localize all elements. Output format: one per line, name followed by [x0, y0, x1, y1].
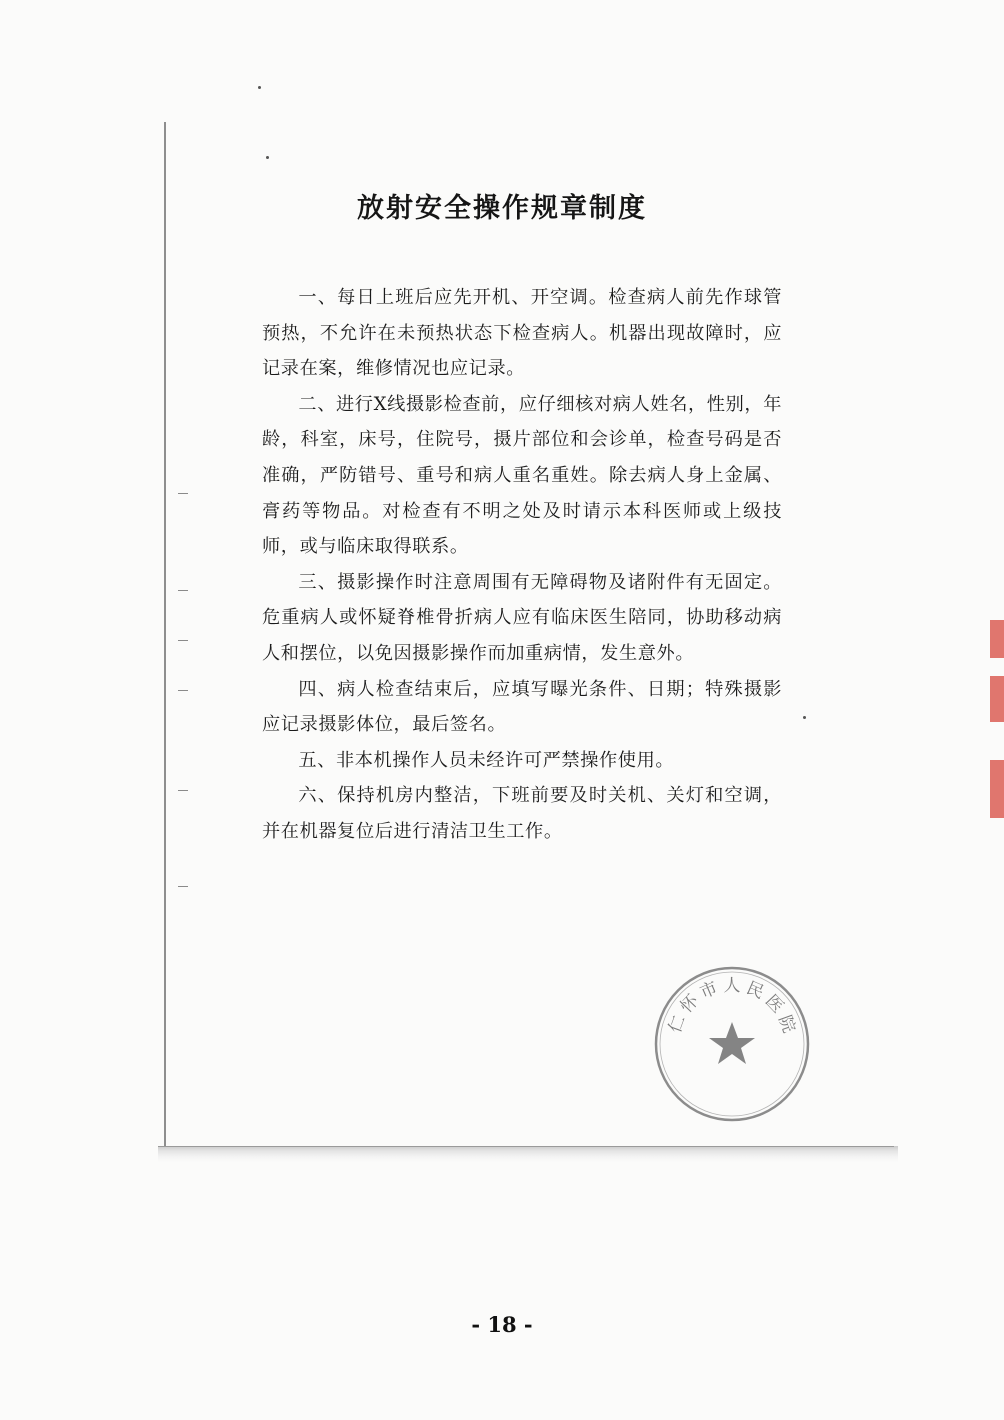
inner-sheet-bottom-edge: [158, 1146, 894, 1147]
five-pointed-star-icon: [709, 1022, 755, 1064]
clause-5: 五、非本机操作人员未经许可严禁操作使用。: [298, 749, 675, 771]
margin-tick-mark: [178, 690, 188, 691]
margin-tick-mark: [178, 790, 188, 791]
document-body: [262, 280, 782, 850]
clause-2: 二、进行X线摄影检查前，应仔细核对病人姓名，性别，年龄，科室，床号，住院号，摄片部位和会诊单，检查号码是否准确，严防错号、重号和病人重名重姓。除去病人身上金属、膏药等物品。对检查有不明之处及时请示本科医师或上级技师，或与临床取得联系。: [262, 393, 782, 558]
clause-3: 三、摄影操作时注意周围有无障碍物及诸附件有无固定。危重病人或怀疑脊椎骨折病人应有临床医生陪同，协助移动病人和摆位，以免因摄影操作而加重病情，发生意外。: [262, 571, 782, 664]
seal-character: 人: [723, 976, 741, 996]
scan-speck: [266, 156, 269, 159]
margin-tick-mark: [178, 886, 188, 887]
hospital-seal: [652, 964, 812, 1124]
inner-sheet-left-edge: [164, 122, 166, 1152]
seal-character: 民: [743, 978, 767, 1004]
seal-character: 怀: [676, 991, 703, 1018]
inner-sheet-bottom-shadow: [158, 1146, 898, 1162]
seal-edge-fragment: [990, 620, 1004, 658]
page-number: - 18 -: [471, 1312, 533, 1337]
clause-4: 四、病人检查结束后，应填写曝光条件、日期；特殊摄影应记录摄影体位，最后签名。: [262, 678, 782, 736]
clause-1: 一、每日上班后应先开机、开空调。检查病人前先作球管预热，不允许在未预热状态下检查病人。机器出现故障时，应记录在案，维修情况也应记录。: [262, 287, 782, 380]
margin-tick-mark: [178, 493, 188, 494]
scan-speck: [258, 86, 261, 89]
seal-edge-fragment: [990, 676, 1004, 722]
seal-edge-fragment: [990, 760, 1004, 818]
seal-character: 院: [774, 1012, 799, 1036]
seal-character: 仁: [665, 1012, 690, 1036]
document-title: 放射安全操作规章制度: [357, 193, 647, 224]
scan-speck: [803, 716, 806, 719]
seal-character: 医: [761, 991, 788, 1018]
margin-tick-mark: [178, 590, 188, 591]
margin-tick-mark: [178, 640, 188, 641]
seal-character: 市: [697, 978, 721, 1004]
clause-6: 六、保持机房内整洁，下班前要及时关机、关灯和空调，并在机器复位后进行清洁卫生工作。: [262, 785, 782, 842]
